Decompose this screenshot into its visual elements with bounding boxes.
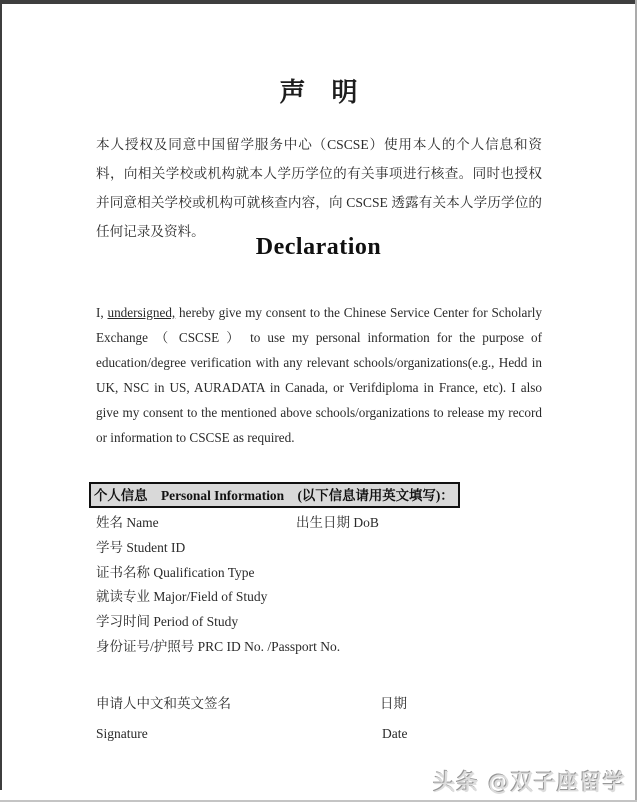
signature-row-cn bbox=[96, 692, 542, 712]
dob-field-label: 出生日期 DoB bbox=[296, 515, 379, 530]
chinese-declaration-title: 声 明 bbox=[279, 78, 358, 107]
field-row-student-id bbox=[96, 536, 542, 561]
personal-info-fields bbox=[96, 511, 542, 660]
qualification-type-field-label: 证书名称 Qualification Type bbox=[96, 564, 255, 580]
field-row-name bbox=[96, 511, 542, 536]
signature-row-en bbox=[96, 726, 542, 742]
toutiao-watermark: 头条 @双子座留学 bbox=[433, 771, 626, 796]
chinese-declaration-paragraph: 本人授权及同意中国留学服务中心（CSCSE）使用本人的个人信息和资料，向相关学校或机构就本人学历学位的有关事项进行核查。同时也授权并同意相关学校或机构可就核查内容，向 CSCSE 透露有关本人学历学位的任何记录及资料。 bbox=[96, 137, 542, 239]
date-label-en: Date bbox=[382, 726, 408, 741]
field-row-major bbox=[96, 585, 542, 610]
scan-edge-left bbox=[0, 0, 2, 790]
id-passport-field-label: 身份证号/护照号 PRC ID No. /Passport No. bbox=[96, 638, 341, 654]
declaration-body-text: hereby give my consent to the Chinese Service Center for Scholarly Exchange （ CSCSE ） to use my personal information for the purpose of education/degree verification with any relevant schools/organizations(e.g., Hedd in UK, NSC in US, AURADATA in Canada, or Verifdiploma in France, etc). I also give my consent to the mentioned above schools/organizations to release my record or information to CSCSE as required. bbox=[96, 305, 542, 445]
field-row-id-passport bbox=[96, 635, 542, 660]
name-field-label: 姓名 Name bbox=[96, 515, 159, 530]
student-id-field-label: 学号 Student ID bbox=[96, 539, 186, 555]
major-field-label: 就读专业 Major/Field of Study bbox=[96, 589, 268, 605]
english-declaration-paragraph bbox=[96, 300, 542, 450]
declaration-intro: I, bbox=[96, 305, 108, 320]
field-row-qualification-type bbox=[96, 561, 542, 586]
signature-label-en: Signature bbox=[96, 726, 148, 741]
scan-edge-top bbox=[0, 0, 637, 4]
english-declaration-title: Declaration bbox=[255, 234, 382, 260]
field-row-period-of-study bbox=[96, 610, 542, 635]
date-label-cn: 日期 bbox=[380, 696, 407, 711]
undersigned-underlined-text: undersigned, bbox=[107, 305, 176, 320]
applicant-signature-label-cn: 申请人中文和英文签名 bbox=[96, 696, 231, 711]
period-of-study-field-label: 学习时间 Period of Study bbox=[96, 614, 239, 630]
personal-info-header: 个人信息 Personal Information (以下信息请用英文填写)： bbox=[89, 482, 460, 508]
